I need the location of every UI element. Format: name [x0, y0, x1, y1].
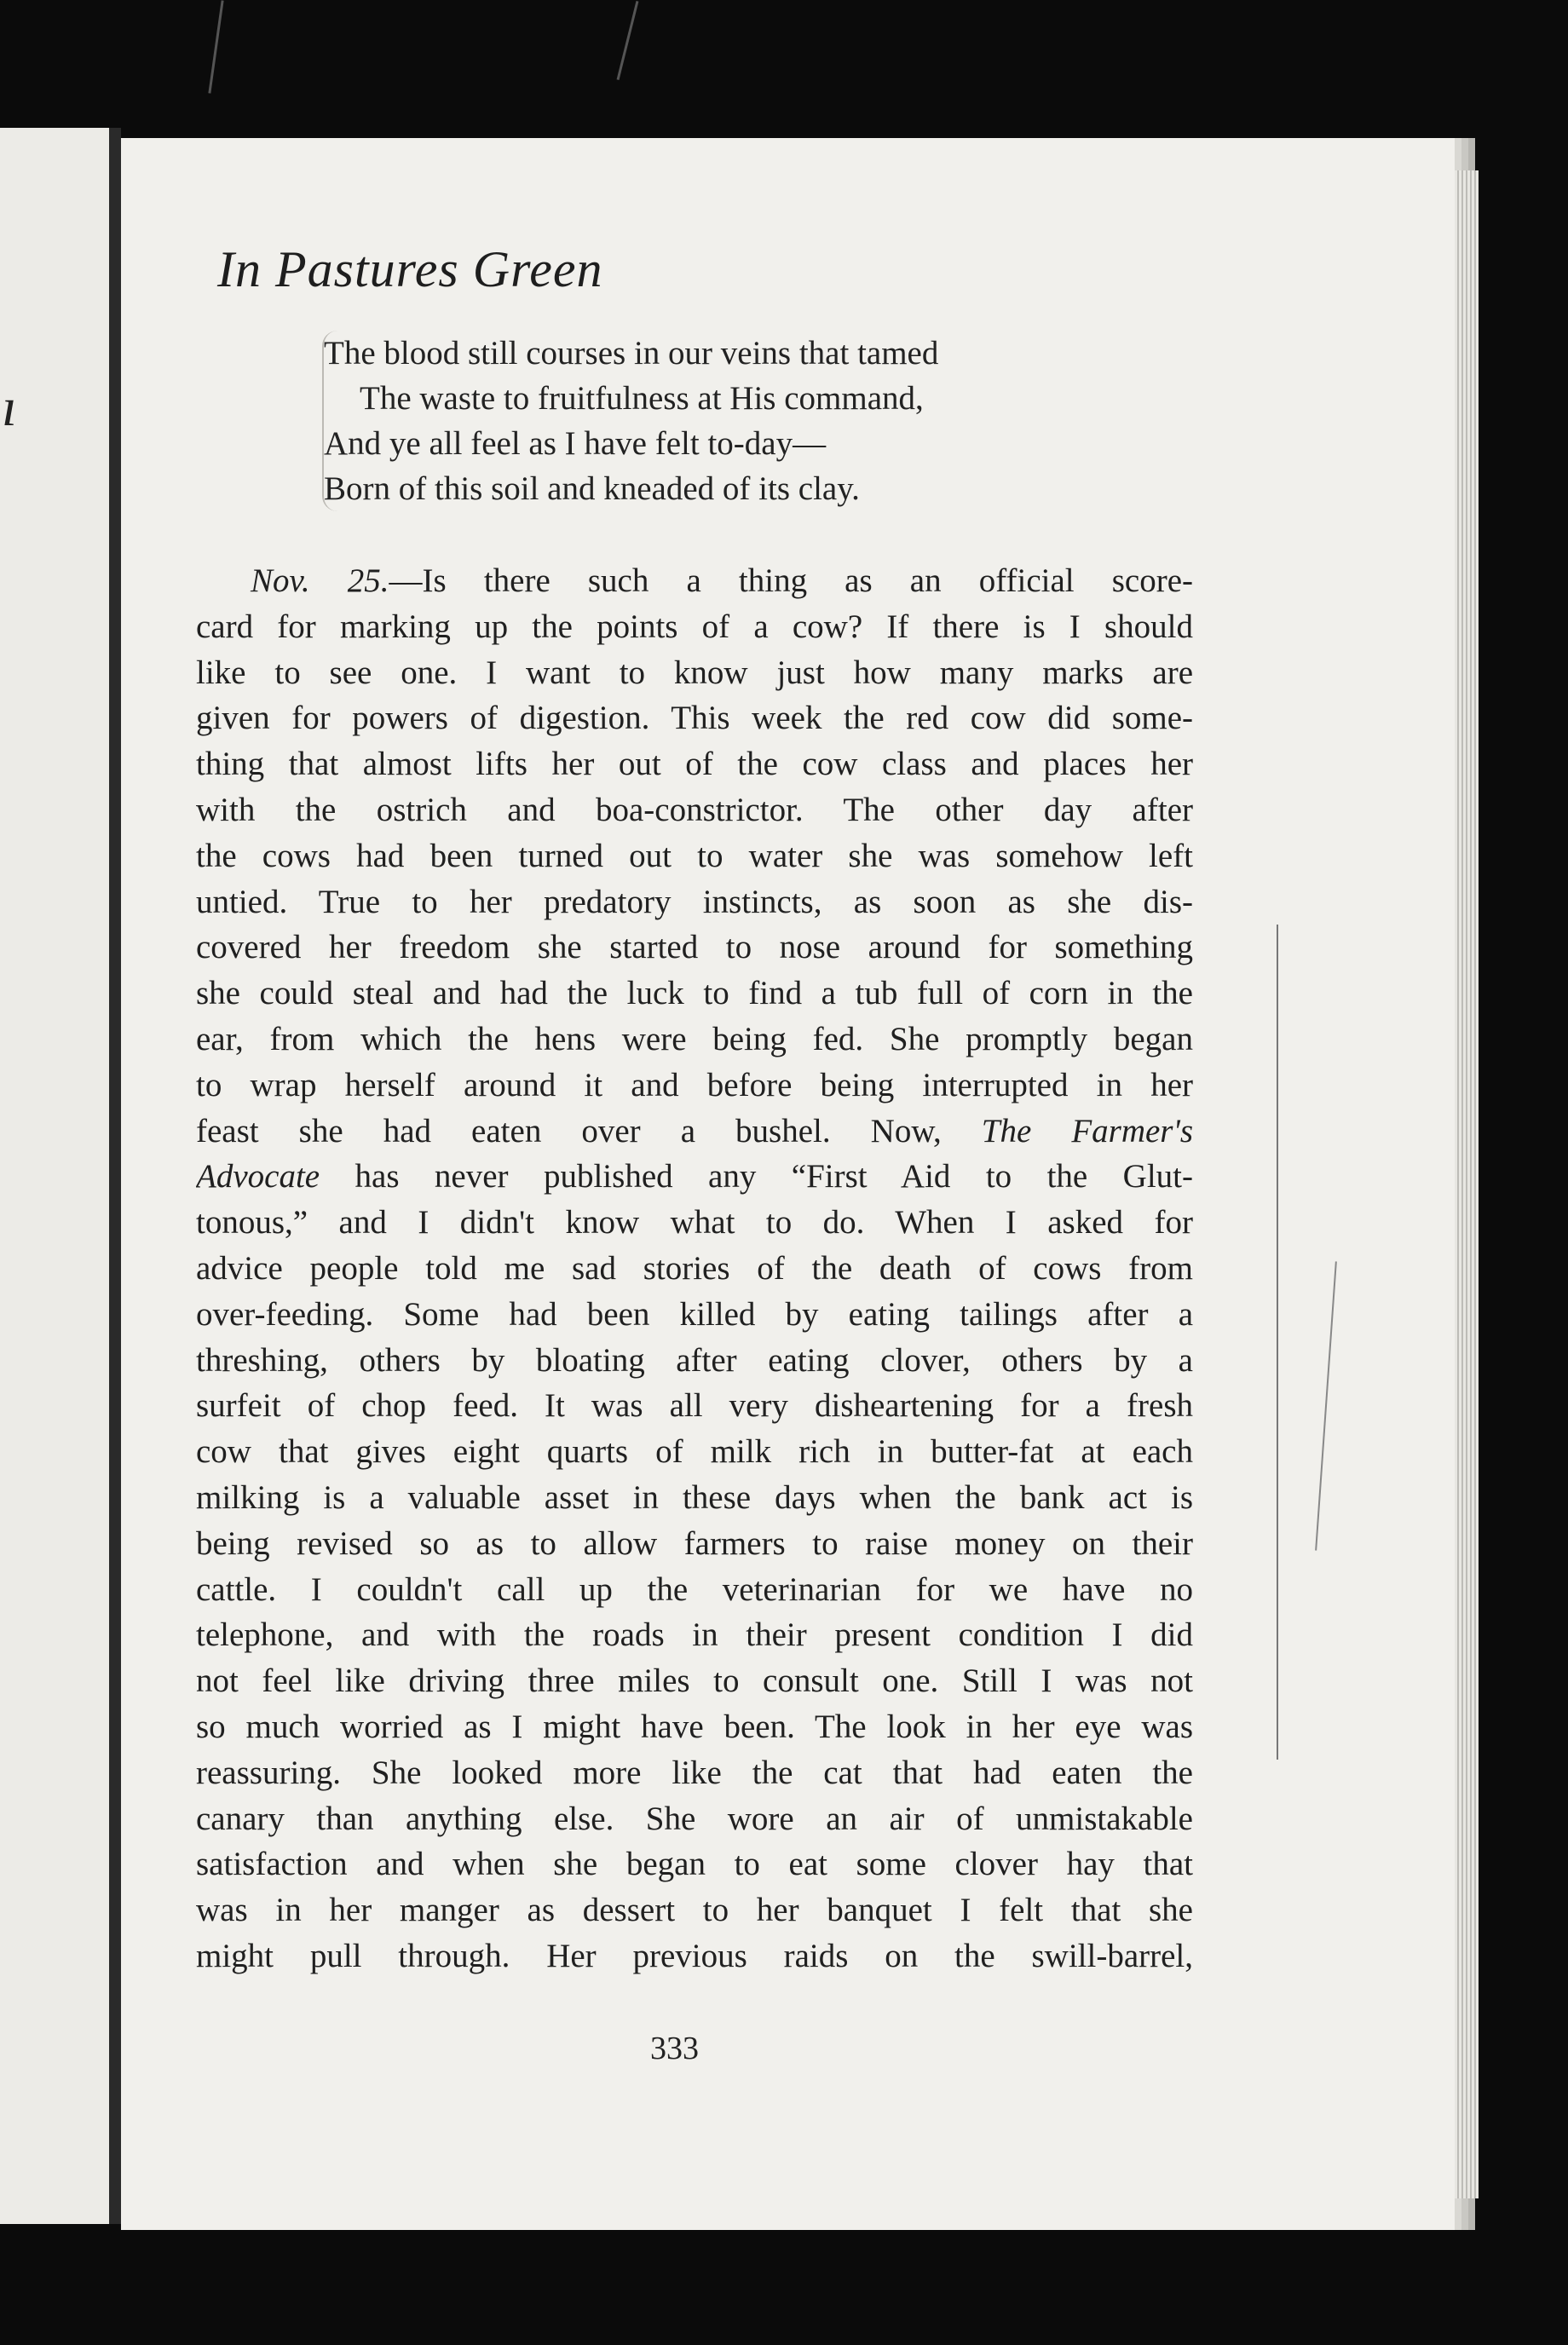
prose-line: reassuring. She looked more like the cat that had eaten the — [196, 1754, 1193, 1791]
prose-line: with the ostrich and boa-constrictor. The other day after — [196, 791, 1193, 828]
prose-line: given for powers of digestion. This week the red cow did some- — [196, 700, 1193, 737]
prose-line: over-feeding. Some had been killed by eating tailings after a — [196, 1295, 1193, 1333]
entry-date: Nov. 25. — [251, 562, 389, 599]
verse-line: The blood still courses in our veins that tamed — [324, 335, 939, 372]
prose-line: she could steal and had the luck to find a tub full of corn in the — [196, 975, 1193, 1012]
prose-line: tonous,” and I didn't know what to do. When I asked for — [196, 1204, 1193, 1242]
prose-line: milking is a valuable asset in these days when the bank act is — [196, 1478, 1193, 1516]
prose-line: satisfaction and when she began to eat some clover hay that — [196, 1846, 1193, 1883]
prose-line: telephone, and with the roads in their present condition I did — [196, 1616, 1193, 1654]
pencil-mark — [617, 1, 639, 80]
prose-line: was in her manger as dessert to her banquet I felt that she — [196, 1892, 1193, 1929]
prose-line: covered her freedom she started to nose around for something — [196, 929, 1193, 966]
prose-line: the cows had been turned out to water she was somehow left — [196, 837, 1193, 874]
prose-line: to wrap herself around it and before being interrupted in her — [196, 1066, 1193, 1103]
prose-line: being revised so as to allow farmers to raise money on their — [196, 1524, 1193, 1562]
verse-line: And ye all feel as I have felt to-day— — [324, 425, 827, 462]
prose-line: canary than anything else. She wore an air of unmistakable — [196, 1800, 1193, 1837]
facing-page-edge-text: ı — [2, 377, 17, 437]
facing-page — [0, 128, 114, 2224]
prose-line: threshing, others by bloating after eating clover, others by a — [196, 1341, 1193, 1379]
prose-line: untied. True to her predatory instincts, as soon as she dis- — [196, 883, 1193, 920]
verse-block — [322, 331, 938, 511]
pencil-margin-line — [1277, 925, 1278, 1760]
verse-line: Born of this soil and kneaded of its clay. — [324, 470, 860, 507]
prose-line — [196, 558, 1193, 604]
book-binding — [109, 128, 121, 2224]
prose-line: surfeit of chop feed. It was all very disheartening for a fresh — [196, 1387, 1193, 1425]
prose-line: cattle. I couldn't call up the veterinarian for we have no — [196, 1570, 1193, 1608]
prose-line: so much worried as I might have been. The look in her eye was — [196, 1708, 1193, 1745]
prose-line: Advocate has never published any “First Aid to the Glut- — [196, 1158, 1193, 1196]
prose-line: might pull through. Her previous raids on the swill-barrel, — [196, 1937, 1193, 1974]
prose-line: ear, from which the hens were being fed. She promptly began — [196, 1020, 1193, 1057]
prose-line: like to see one. I want to know just how many marks are — [196, 654, 1193, 691]
prose-line: not feel like driving three miles to consult one. Still I was not — [196, 1662, 1193, 1700]
prose-block — [196, 558, 1193, 1979]
prose-line: advice people told me sad stories of the death of cows from — [196, 1249, 1193, 1287]
prose-line: cow that gives eight quarts of milk rich in butter-fat at each — [196, 1433, 1193, 1471]
page-edges — [1455, 170, 1479, 2198]
prose-line: card for marking up the points of a cow? If there is I should — [196, 608, 1193, 645]
prose-line: thing that almost lifts her out of the cow class and places her — [196, 746, 1193, 783]
prose-line: feast she had eaten over a bushel. Now, The Farmer's — [196, 1112, 1193, 1149]
running-head: In Pastures Green — [217, 241, 603, 297]
page-number: 333 — [650, 2031, 699, 2066]
verse-line: The waste to fruitfulness at His command, — [360, 380, 924, 417]
prose-line-text: —Is there such a thing as an official score- — [389, 562, 1193, 599]
pencil-mark — [208, 0, 223, 93]
